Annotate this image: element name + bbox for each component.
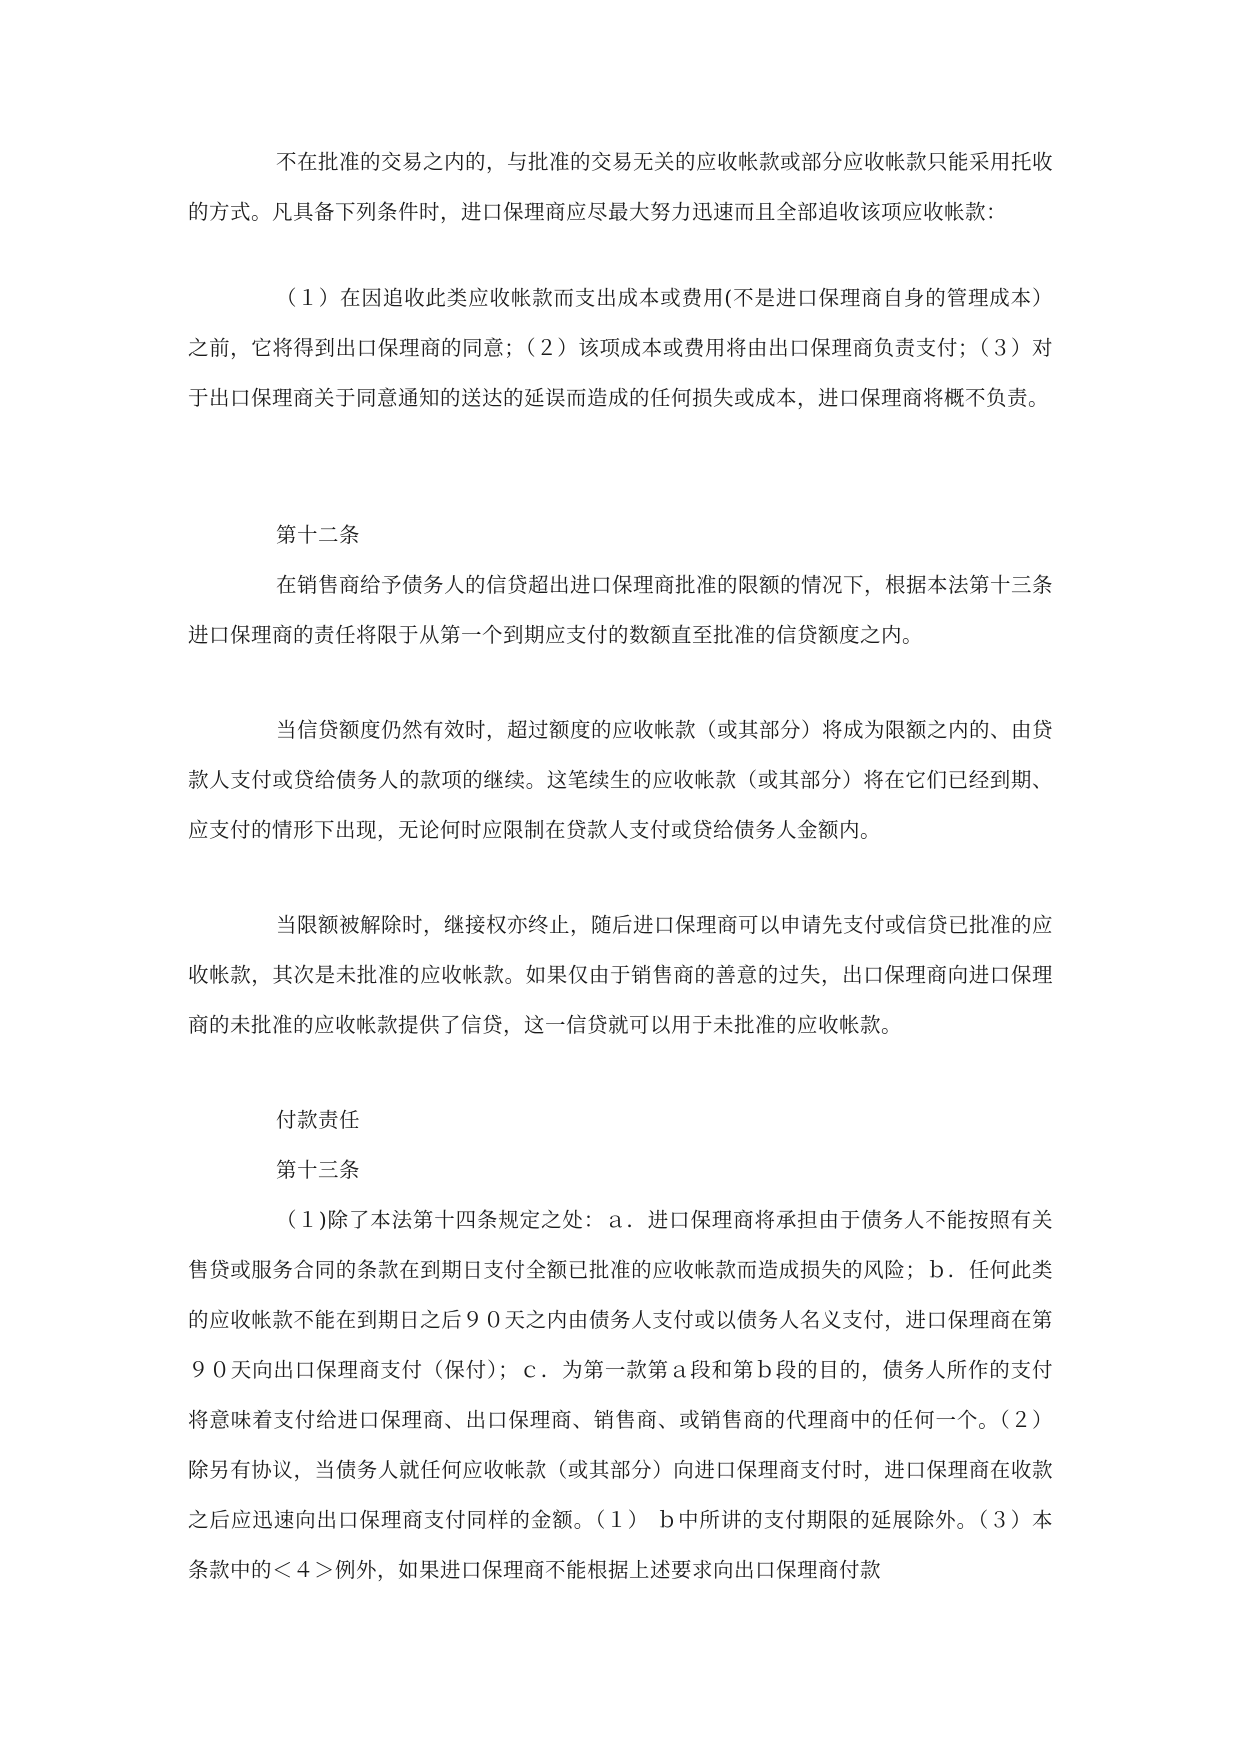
heading-article-12: 第十二条 (276, 523, 360, 547)
heading-article-13: 第十三条 (276, 1158, 360, 1182)
paragraph-uncovered-receivables: 不在批准的交易之内的，与批准的交易无关的应收帐款或部分应收帐款只能采用托收的方式。凡具备下列条件时，进口保理商应尽最大努力迅速而且全部追收该项应收帐款： (188, 150, 1053, 224)
paragraph-limit-removed: 当限额被解除时，继接权亦终止，随后进口保理商可以申请先支付或信贷已批准的应收帐款，其次是未批准的应收帐款。如果仅由于销售商的善意的过失，出口保理商向进口保理商的未批准的应收帐款提供了信贷，这一信贷就可以用于未批准的应收帐款。 (188, 913, 1053, 1037)
paragraph-collection-conditions: （１）在因追收此类应收帐款而支出成本或费用(不是进口保理商自身的管理成本）之前，它将得到出口保理商的同意；（２）该项成本或费用将由出口保理商负责支付；（３）对于出口保理商关于同意通知的送达的延误而造成的任何损失或成本，进口保理商将概不负责。 (188, 286, 1053, 410)
paragraph-credit-limit: 在销售商给予债务人的信贷超出进口保理商批准的限额的情况下，根据本法第十三条进口保理商的责任将限于从第一个到期应支付的数额直至批准的信贷额度之内。 (188, 573, 1053, 647)
paragraph-article-13-body: （１)除了本法第十四条规定之处：ａ．进口保理商将承担由于债务人不能按照有关售贷或服务合同的条款在到期日支付全额已批准的应收帐款而造成损失的风险；ｂ．任何此类的应收帐款不能在到期日之后９０天之内由债务人支付或以债务人名义支付，进口保理商在第９０天向出口保理商支付（保付）；ｃ．为第一款第ａ段和第ｂ段的目的，债务人所作的支付将意味着支付给进口保理商、出口保理商、销售商、或销售商的代理商中的任何一个。（２）除另有协议，当债务人就任何应收帐款（或其部分）向进口保理商支付时，进口保理商在收款之后应迅速向出口保理商支付同样的金额。（１） ｂ中所讲的支付期限的延展除外。（３）本条款中的＜４＞例外，如果进口保理商不能根据上述要求向出口保理商付款 (188, 1208, 1053, 1582)
heading-payment-responsibility: 付款责任 (276, 1108, 360, 1132)
paragraph-credit-continuation: 当信贷额度仍然有效时，超过额度的应收帐款（或其部分）将成为限额之内的、由贷款人支付或贷给债务人的款项的继续。这笔续生的应收帐款（或其部分）将在它们已经到期、应支付的情形下出现，无论何时应限制在贷款人支付或贷给债务人金额内。 (188, 718, 1053, 842)
